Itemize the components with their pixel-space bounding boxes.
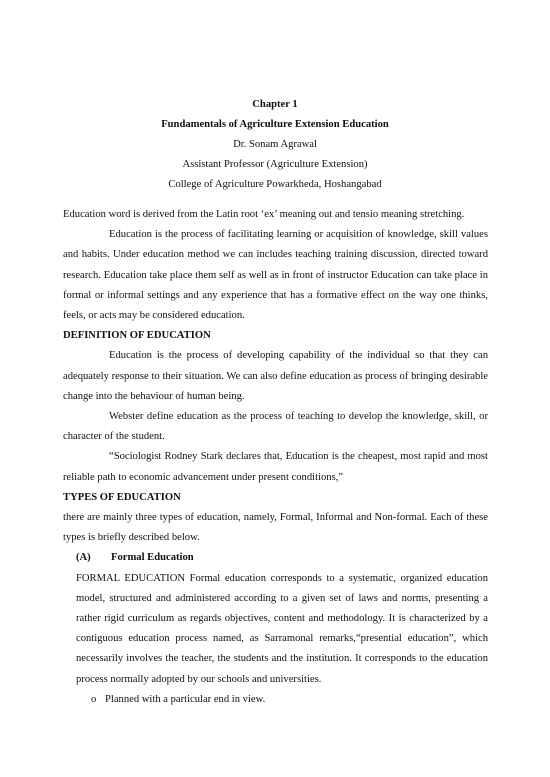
author-institution: College of Agriculture Powarkheda, Hoshangabad xyxy=(168,179,382,190)
formal-education-paragraph: FORMAL EDUCATION Formal education corresponds to a systematic, organized education model, structured and administered according to a given set of laws and norms, presenting a rather rigid curriculum as regards objectives, content and methodology. It is characterized by a contiguous education process named, as Sarramonal remarks,“presential education”, which necessarily involves the teacher, the students and the institution. It corresponds to the education process normally adopted by our schools and universities. xyxy=(76,572,488,685)
list-item-text: Planned with a particular end in view. xyxy=(105,693,266,705)
title-block xyxy=(0,95,550,195)
formal-education-letter: (A) xyxy=(76,552,91,564)
formal-education-title: Formal Education xyxy=(111,552,194,564)
definition-heading: DEFINITION OF EDUCATION xyxy=(63,330,211,342)
author-name: Dr. Sonam Agrawal xyxy=(233,139,317,150)
types-paragraph-1: there are mainly three types of education, namely, Formal, Informal and Non-formal. Each of these types is briefly described below. xyxy=(63,512,488,544)
definition-paragraph-3: “Sociologist Rodney Stark declares that, Education is the cheapest, most rapid and most reliable path to economic advancement under present conditions,” xyxy=(63,451,488,483)
chapter-label: Chapter 1 xyxy=(252,99,298,110)
types-heading: TYPES OF EDUCATION xyxy=(63,491,181,503)
intro-paragraph-1: Education word is derived from the Latin root ‘ex’ meaning out and tensio meaning stretching. xyxy=(63,209,465,220)
intro-paragraph-2: Education is the process of facilitating learning or acquisition of knowledge, skill values and habits. Under education method we can includes teaching training discussion, directed toward research. Education take place them self as well as in front of instructor Education can take place in formal or informal settings and any experience that has a formative effect on the way one thinks, feels, or acts may be considered education. xyxy=(63,229,488,322)
formal-education-heading xyxy=(63,548,488,568)
chapter-title: Fundamentals of Agriculture Extension Education xyxy=(161,119,389,130)
bullet-marker: o xyxy=(91,693,97,705)
definition-paragraph-1: Education is the process of developing capability of the individual so that they can adequately response to their situation. We can also define education as process of bringing desirable change into the behaviour of human being. xyxy=(63,350,488,402)
definition-paragraph-2: Webster define education as the process of teaching to develop the knowledge, skill, or character of the student. xyxy=(63,411,488,443)
list-item xyxy=(63,690,488,710)
author-position: Assistant Professor (Agriculture Extension) xyxy=(182,159,368,170)
body-text xyxy=(63,205,488,710)
